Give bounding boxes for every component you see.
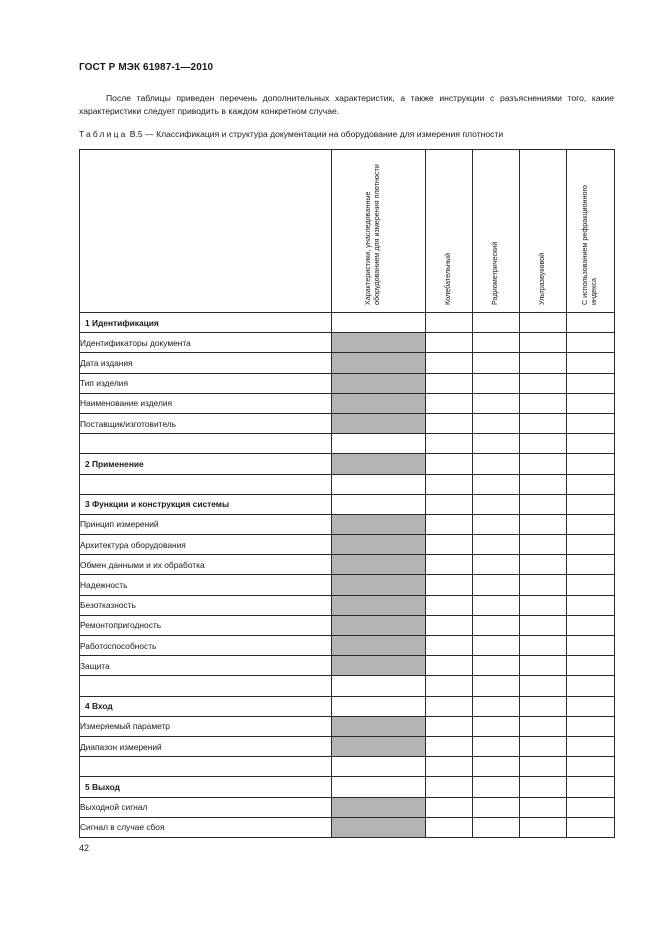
table-cell [426, 535, 473, 555]
table-cell [520, 757, 567, 777]
table-body [80, 313, 615, 838]
table-row [80, 434, 615, 454]
row-label [80, 474, 332, 494]
shaded-cell [332, 555, 426, 575]
table-cell [426, 777, 473, 797]
table-row [80, 575, 615, 595]
table-cell [520, 514, 567, 534]
table-cell [520, 656, 567, 676]
table-row [80, 656, 615, 676]
table-cell [426, 817, 473, 837]
table-cell [520, 413, 567, 433]
section-label: 1 Идентификация [80, 313, 332, 333]
table-cell [473, 353, 520, 373]
table-cell [473, 797, 520, 817]
table-cell [332, 434, 426, 454]
shaded-cell [332, 716, 426, 736]
table-cell [567, 514, 615, 534]
table-cell [473, 535, 520, 555]
table-cell [520, 474, 567, 494]
table-cell [567, 333, 615, 353]
table-row [80, 595, 615, 615]
table-cell [567, 595, 615, 615]
table-cell [426, 373, 473, 393]
shaded-cell [332, 413, 426, 433]
table-cell [473, 817, 520, 837]
row-label: Поставщик/изготовитель [80, 413, 332, 433]
shaded-cell [332, 514, 426, 534]
table-cell [426, 797, 473, 817]
table-cell [473, 736, 520, 756]
shaded-cell [332, 656, 426, 676]
table-cell [426, 474, 473, 494]
row-label: Идентификаторы документа [80, 333, 332, 353]
section-row [80, 696, 615, 716]
table-cell [520, 736, 567, 756]
column-header: Колебательный [426, 150, 473, 313]
shaded-cell [332, 797, 426, 817]
table-cell [520, 797, 567, 817]
table-cell [473, 777, 520, 797]
column-header: Характеристики, унаследованные оборудованием для измерения плотности [332, 150, 426, 313]
row-label [80, 757, 332, 777]
table-cell [426, 555, 473, 575]
page-number: 42 [79, 843, 90, 853]
table-cell [520, 535, 567, 555]
table-cell [332, 474, 426, 494]
row-label: Тип изделия [80, 373, 332, 393]
row-label: Диапазон измерений [80, 736, 332, 756]
table-cell [426, 575, 473, 595]
table-cell [567, 757, 615, 777]
row-label: Выходной сигнал [80, 797, 332, 817]
table-cell [567, 676, 615, 696]
table-cell [520, 434, 567, 454]
table-cell [473, 393, 520, 413]
table-cell [567, 555, 615, 575]
column-header: Ультразвуковой [520, 150, 567, 313]
table-cell [473, 716, 520, 736]
row-label: Принцип измерений [80, 514, 332, 534]
section-label: 5 Выход [80, 777, 332, 797]
table-cell [567, 494, 615, 514]
table-cell [567, 696, 615, 716]
caption-label: Таблица [79, 129, 128, 139]
table-cell [520, 575, 567, 595]
shaded-cell [332, 333, 426, 353]
shaded-cell [332, 535, 426, 555]
table-cell [473, 474, 520, 494]
table-row [80, 797, 615, 817]
table-cell [567, 474, 615, 494]
table-row [80, 393, 615, 413]
table-cell [567, 656, 615, 676]
table-row [80, 716, 615, 736]
table-cell [473, 454, 520, 474]
section-row [80, 313, 615, 333]
row-label: Надежность [80, 575, 332, 595]
table-row [80, 636, 615, 656]
table-cell [473, 514, 520, 534]
table-cell [473, 696, 520, 716]
table-cell [567, 777, 615, 797]
table-cell [332, 777, 426, 797]
section-label: 3 Функции и конструкция системы [80, 494, 332, 514]
table-cell [426, 393, 473, 413]
table-row [80, 474, 615, 494]
section-row [80, 777, 615, 797]
row-label: Защита [80, 656, 332, 676]
table-row [80, 333, 615, 353]
table-row [80, 736, 615, 756]
table-cell [567, 434, 615, 454]
shaded-cell [332, 454, 426, 474]
table-cell [426, 514, 473, 534]
table-cell [426, 494, 473, 514]
row-label [80, 434, 332, 454]
table-cell [520, 333, 567, 353]
table-cell [567, 736, 615, 756]
table-cell [473, 494, 520, 514]
row-label: Обмен данными и их обработка [80, 555, 332, 575]
table-cell [567, 353, 615, 373]
table-row [80, 535, 615, 555]
column-header: С использованием рефракционного индекса [567, 150, 615, 313]
table-cell [520, 494, 567, 514]
table-cell [520, 595, 567, 615]
row-label: Наименование изделия [80, 393, 332, 413]
table-cell [332, 676, 426, 696]
table-cell [567, 313, 615, 333]
table-cell [567, 454, 615, 474]
table-cell [520, 636, 567, 656]
shaded-cell [332, 615, 426, 635]
table-cell [567, 575, 615, 595]
table-cell [520, 555, 567, 575]
table-row [80, 817, 615, 837]
table-cell [473, 333, 520, 353]
table-cell [567, 393, 615, 413]
row-label [80, 676, 332, 696]
intro-paragraph: После таблицы приведен перечень дополнительных характеристик, а также инструкции с разъяснениями того, какие характеристики следует приводить в каждом конкретном случае. [79, 93, 614, 116]
table-cell [520, 313, 567, 333]
shaded-cell [332, 393, 426, 413]
table-cell [426, 736, 473, 756]
table-cell [473, 676, 520, 696]
table-cell [426, 434, 473, 454]
table-cell [332, 313, 426, 333]
shaded-cell [332, 595, 426, 615]
table-cell [426, 696, 473, 716]
table-cell [520, 393, 567, 413]
table-cell [426, 333, 473, 353]
table-cell [567, 797, 615, 817]
table-row [80, 676, 615, 696]
table-cell [520, 615, 567, 635]
table-cell [520, 454, 567, 474]
table-row [80, 413, 615, 433]
table-cell [567, 535, 615, 555]
table-cell [567, 373, 615, 393]
table-row [80, 373, 615, 393]
row-label: Дата издания [80, 353, 332, 373]
table-row [80, 353, 615, 373]
header-empty-cell [80, 150, 332, 313]
table-cell [426, 676, 473, 696]
caption-text: — Классификация и структура документации на оборудование для измерения плотности [142, 129, 504, 139]
table-cell [473, 595, 520, 615]
table-cell [473, 575, 520, 595]
section-label: 4 Вход [80, 696, 332, 716]
shaded-cell [332, 636, 426, 656]
table-cell [332, 757, 426, 777]
table-cell [520, 696, 567, 716]
table-cell [567, 716, 615, 736]
shaded-cell [332, 353, 426, 373]
table-cell [426, 353, 473, 373]
table-row [80, 514, 615, 534]
section-row [80, 454, 615, 474]
table-cell [473, 757, 520, 777]
table-cell [426, 757, 473, 777]
shaded-cell [332, 373, 426, 393]
table-cell [473, 636, 520, 656]
classification-table [79, 149, 615, 838]
table-row [80, 757, 615, 777]
row-label: Измеряемый параметр [80, 716, 332, 736]
table-cell [520, 817, 567, 837]
table-cell [473, 413, 520, 433]
table-row [80, 555, 615, 575]
table-cell [426, 716, 473, 736]
table-cell [426, 636, 473, 656]
table-cell [426, 615, 473, 635]
row-label: Работоспособность [80, 636, 332, 656]
table-cell [473, 615, 520, 635]
table-cell [520, 353, 567, 373]
section-row [80, 494, 615, 514]
table-cell [567, 615, 615, 635]
table-cell [567, 817, 615, 837]
row-label: Сигнал в случае сбоя [80, 817, 332, 837]
table-cell [473, 555, 520, 575]
table-row [80, 615, 615, 635]
table-cell [567, 413, 615, 433]
table-cell [426, 656, 473, 676]
table-cell [332, 494, 426, 514]
section-label: 2 Применение [80, 454, 332, 474]
column-header: Радиометрический [473, 150, 520, 313]
table-cell [426, 595, 473, 615]
shaded-cell [332, 817, 426, 837]
table-cell [426, 454, 473, 474]
table-cell [332, 696, 426, 716]
shaded-cell [332, 575, 426, 595]
table-cell [426, 413, 473, 433]
table-cell [426, 313, 473, 333]
table-cell [520, 676, 567, 696]
caption-number: В.5 [129, 129, 143, 139]
row-label: Безотказность [80, 595, 332, 615]
table-cell [473, 373, 520, 393]
table-cell [520, 716, 567, 736]
header-row [80, 150, 615, 313]
table-cell [473, 434, 520, 454]
table-caption [79, 129, 503, 139]
table-cell [520, 777, 567, 797]
table-cell [567, 636, 615, 656]
row-label: Ремонтопригодность [80, 615, 332, 635]
row-label: Архитектура оборудования [80, 535, 332, 555]
table-cell [473, 313, 520, 333]
table-cell [473, 656, 520, 676]
table-cell [520, 373, 567, 393]
document-header: ГОСТ Р МЭК 61987-1—2010 [79, 62, 214, 73]
shaded-cell [332, 736, 426, 756]
